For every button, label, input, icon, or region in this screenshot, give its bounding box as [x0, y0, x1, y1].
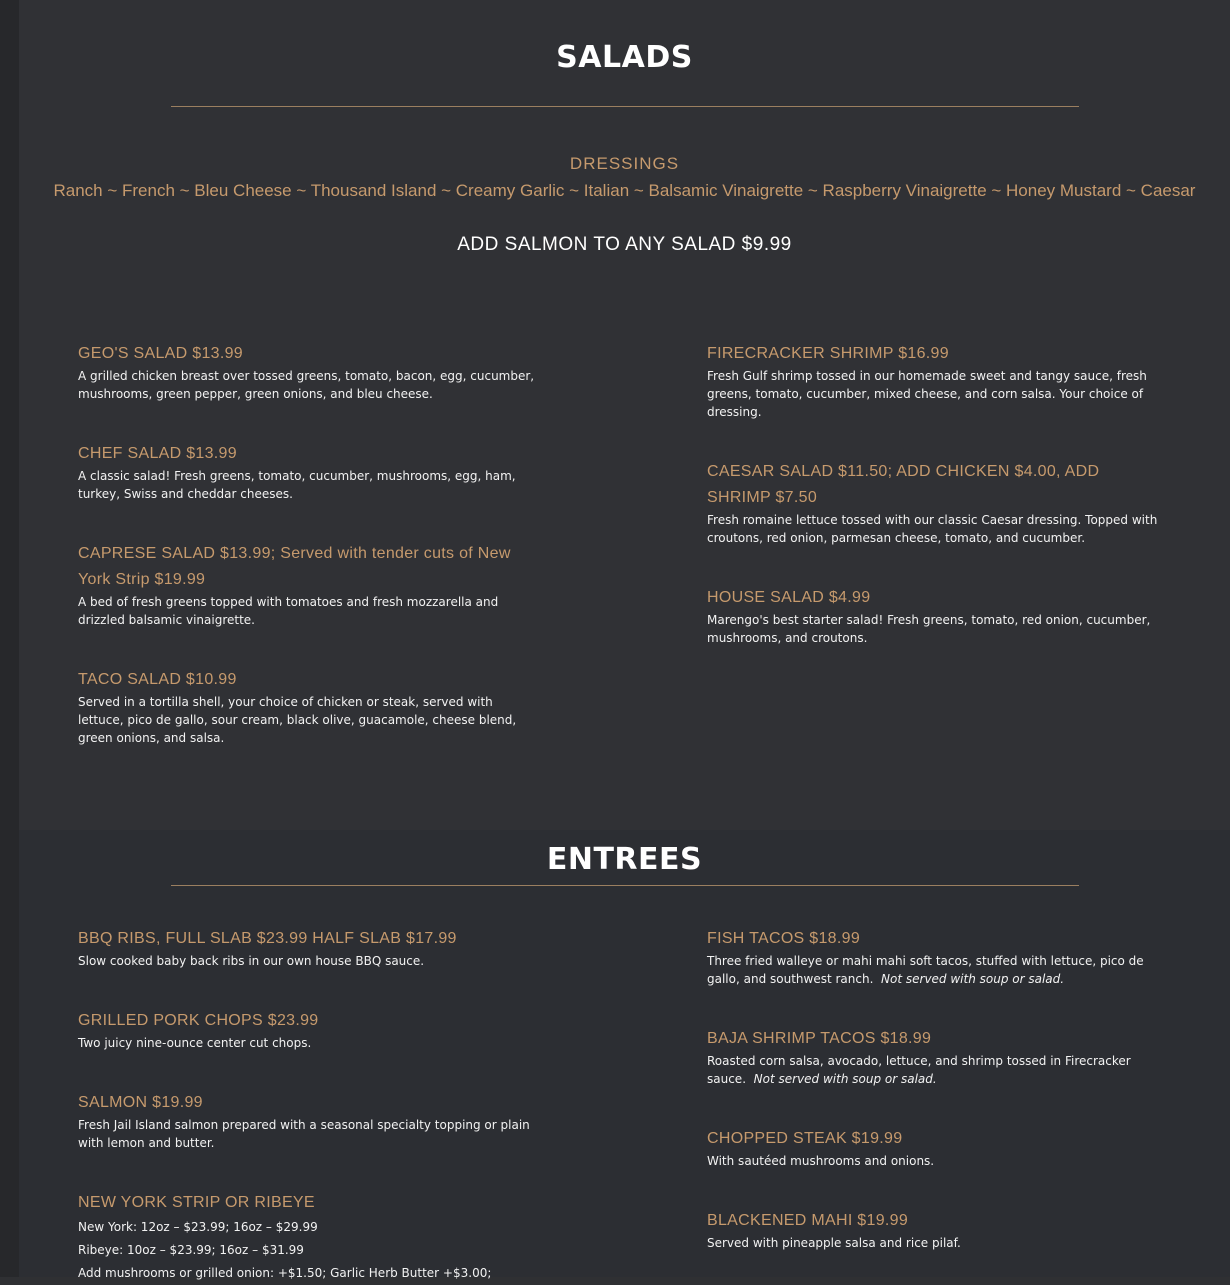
menu-item-title: HOUSE SALAD $4.99	[707, 589, 871, 606]
salads-section	[19, 0, 1230, 830]
dressings-block	[19, 150, 1230, 204]
menu-item-description: Marengo's best starter salad! Fresh greens, tomato, red onion, cucumber, mushrooms, and croutons.	[707, 613, 1151, 645]
menu-item-title: BLACKENED MAHI $19.99	[707, 1212, 909, 1229]
menu-item	[78, 441, 538, 503]
menu-item	[78, 541, 538, 629]
menu-item-description: New York: 12oz – $23.99; 16oz – $29.99	[78, 1220, 318, 1234]
left-edge-strip	[0, 0, 19, 1277]
menu-item-description	[707, 952, 1167, 988]
menu-item-description: Fresh romaine lettuce tossed with our classic Caesar dressing. Topped with croutons, red onion, parmesan cheese, tomato, and cucumber.	[707, 513, 1158, 545]
menu-item-description: Fresh Gulf shrimp tossed in our homemade sweet and tangy sauce, fresh greens, tomato, cucumber, mixed cheese, and corn salsa. Your choice of dressing.	[707, 369, 1147, 419]
salads-title: SALADS	[556, 40, 693, 75]
menu-item	[707, 585, 1167, 647]
menu-item	[707, 341, 1167, 421]
menu-item	[78, 926, 538, 970]
menu-item-description-text: Three fried walleye or mahi mahi soft tacos, stuffed with lettuce, pico de gallo, and southwest ranch.	[707, 954, 1144, 986]
menu-item-description: Served in a tortilla shell, your choice of chicken or steak, served with lettuce, pico de gallo, sour cream, black olive, guacamole, cheese blend, green onions, and salsa.	[78, 695, 517, 745]
menu-item-description: A grilled chicken breast over tossed greens, tomato, bacon, egg, cucumber, mushrooms, green pepper, green onions, and bleu cheese.	[78, 369, 535, 401]
menu-item	[78, 1090, 538, 1152]
entrees-section	[19, 830, 1230, 1280]
menu-item-note: Not served with soup or salad.	[753, 1072, 937, 1086]
menu-item-description	[707, 1052, 1167, 1088]
menu-item-title: FIRECRACKER SHRIMP $16.99	[707, 345, 949, 362]
menu-item-description: Served with pineapple salsa and rice pilaf.	[707, 1236, 961, 1250]
menu-item-description: A bed of fresh greens topped with tomatoes and fresh mozzarella and drizzled balsamic vinaigrette.	[78, 595, 499, 627]
menu-item-title: BBQ RIBS, FULL SLAB $23.99 HALF SLAB $17.99	[78, 930, 457, 947]
menu-item-title: CHEF SALAD $13.99	[78, 445, 237, 462]
dressings-label: DRESSINGS	[569, 154, 680, 173]
menu-item	[78, 1190, 538, 1285]
menu-item	[707, 1126, 1167, 1170]
menu-item-note: Not served with soup or salad.	[881, 972, 1065, 986]
menu-item-description: Ribeye: 10oz – $23.99; 16oz – $31.99	[78, 1243, 304, 1257]
menu-item-description: A classic salad! Fresh greens, tomato, cucumber, mushrooms, egg, ham, turkey, Swiss and cheddar cheeses.	[78, 469, 516, 501]
menu-item	[707, 926, 1167, 988]
menu-item-description-text: Roasted corn salsa, avocado, lettuce, and shrimp tossed in Firecracker sauce.	[707, 1054, 1131, 1086]
menu-item	[707, 459, 1167, 547]
menu-item-title: FISH TACOS $18.99	[707, 930, 861, 947]
menu-item-title: SALMON $19.99	[78, 1094, 203, 1111]
menu-item-title: BAJA SHRIMP TACOS $18.99	[707, 1030, 932, 1047]
salads-divider	[171, 106, 1079, 107]
menu-item-title: TACO SALAD $10.99	[78, 671, 237, 688]
menu-item	[78, 667, 538, 747]
entrees-divider	[171, 885, 1079, 886]
menu-item-title: GRILLED PORK CHOPS $23.99	[78, 1012, 319, 1029]
menu-item-description: Fresh Jail Island salmon prepared with a seasonal specialty topping or plain with lemon and butter.	[78, 1118, 530, 1150]
menu-item-description: Add mushrooms or grilled onion: +$1.50; Garlic Herb Butter +$3.00;	[78, 1266, 492, 1280]
menu-item-title: CAPRESE SALAD $13.99; Served with tender cuts of New York Strip $19.99	[78, 545, 511, 588]
menu-item	[707, 1026, 1167, 1088]
menu-item	[78, 1008, 538, 1052]
menu-item-title: NEW YORK STRIP OR RIBEYE	[78, 1194, 315, 1211]
menu-item-description: Two juicy nine-ounce center cut chops.	[78, 1036, 312, 1050]
menu-item	[78, 341, 538, 403]
menu-item-title: CAESAR SALAD $11.50; ADD CHICKEN $4.00, ADD SHRIMP $7.50	[707, 463, 1100, 506]
menu-item-description: With sautéed mushrooms and onions.	[707, 1154, 935, 1168]
menu-item-title: CHOPPED STEAK $19.99	[707, 1130, 903, 1147]
salmon-addon-note: ADD SALMON TO ANY SALAD $9.99	[457, 234, 792, 255]
menu-item-description: Slow cooked baby back ribs in our own house BBQ sauce.	[78, 954, 425, 968]
dressings-list: Ranch ~ French ~ Bleu Cheese ~ Thousand Island ~ Creamy Garlic ~ Italian ~ Balsamic Vinaigrette ~ Raspberry Vinaigrette ~ Honey Mustard ~ Caesar	[53, 181, 1196, 200]
entrees-title: ENTREES	[546, 842, 703, 877]
menu-item-title: GEO'S SALAD $13.99	[78, 345, 243, 362]
menu-item	[707, 1208, 1167, 1252]
